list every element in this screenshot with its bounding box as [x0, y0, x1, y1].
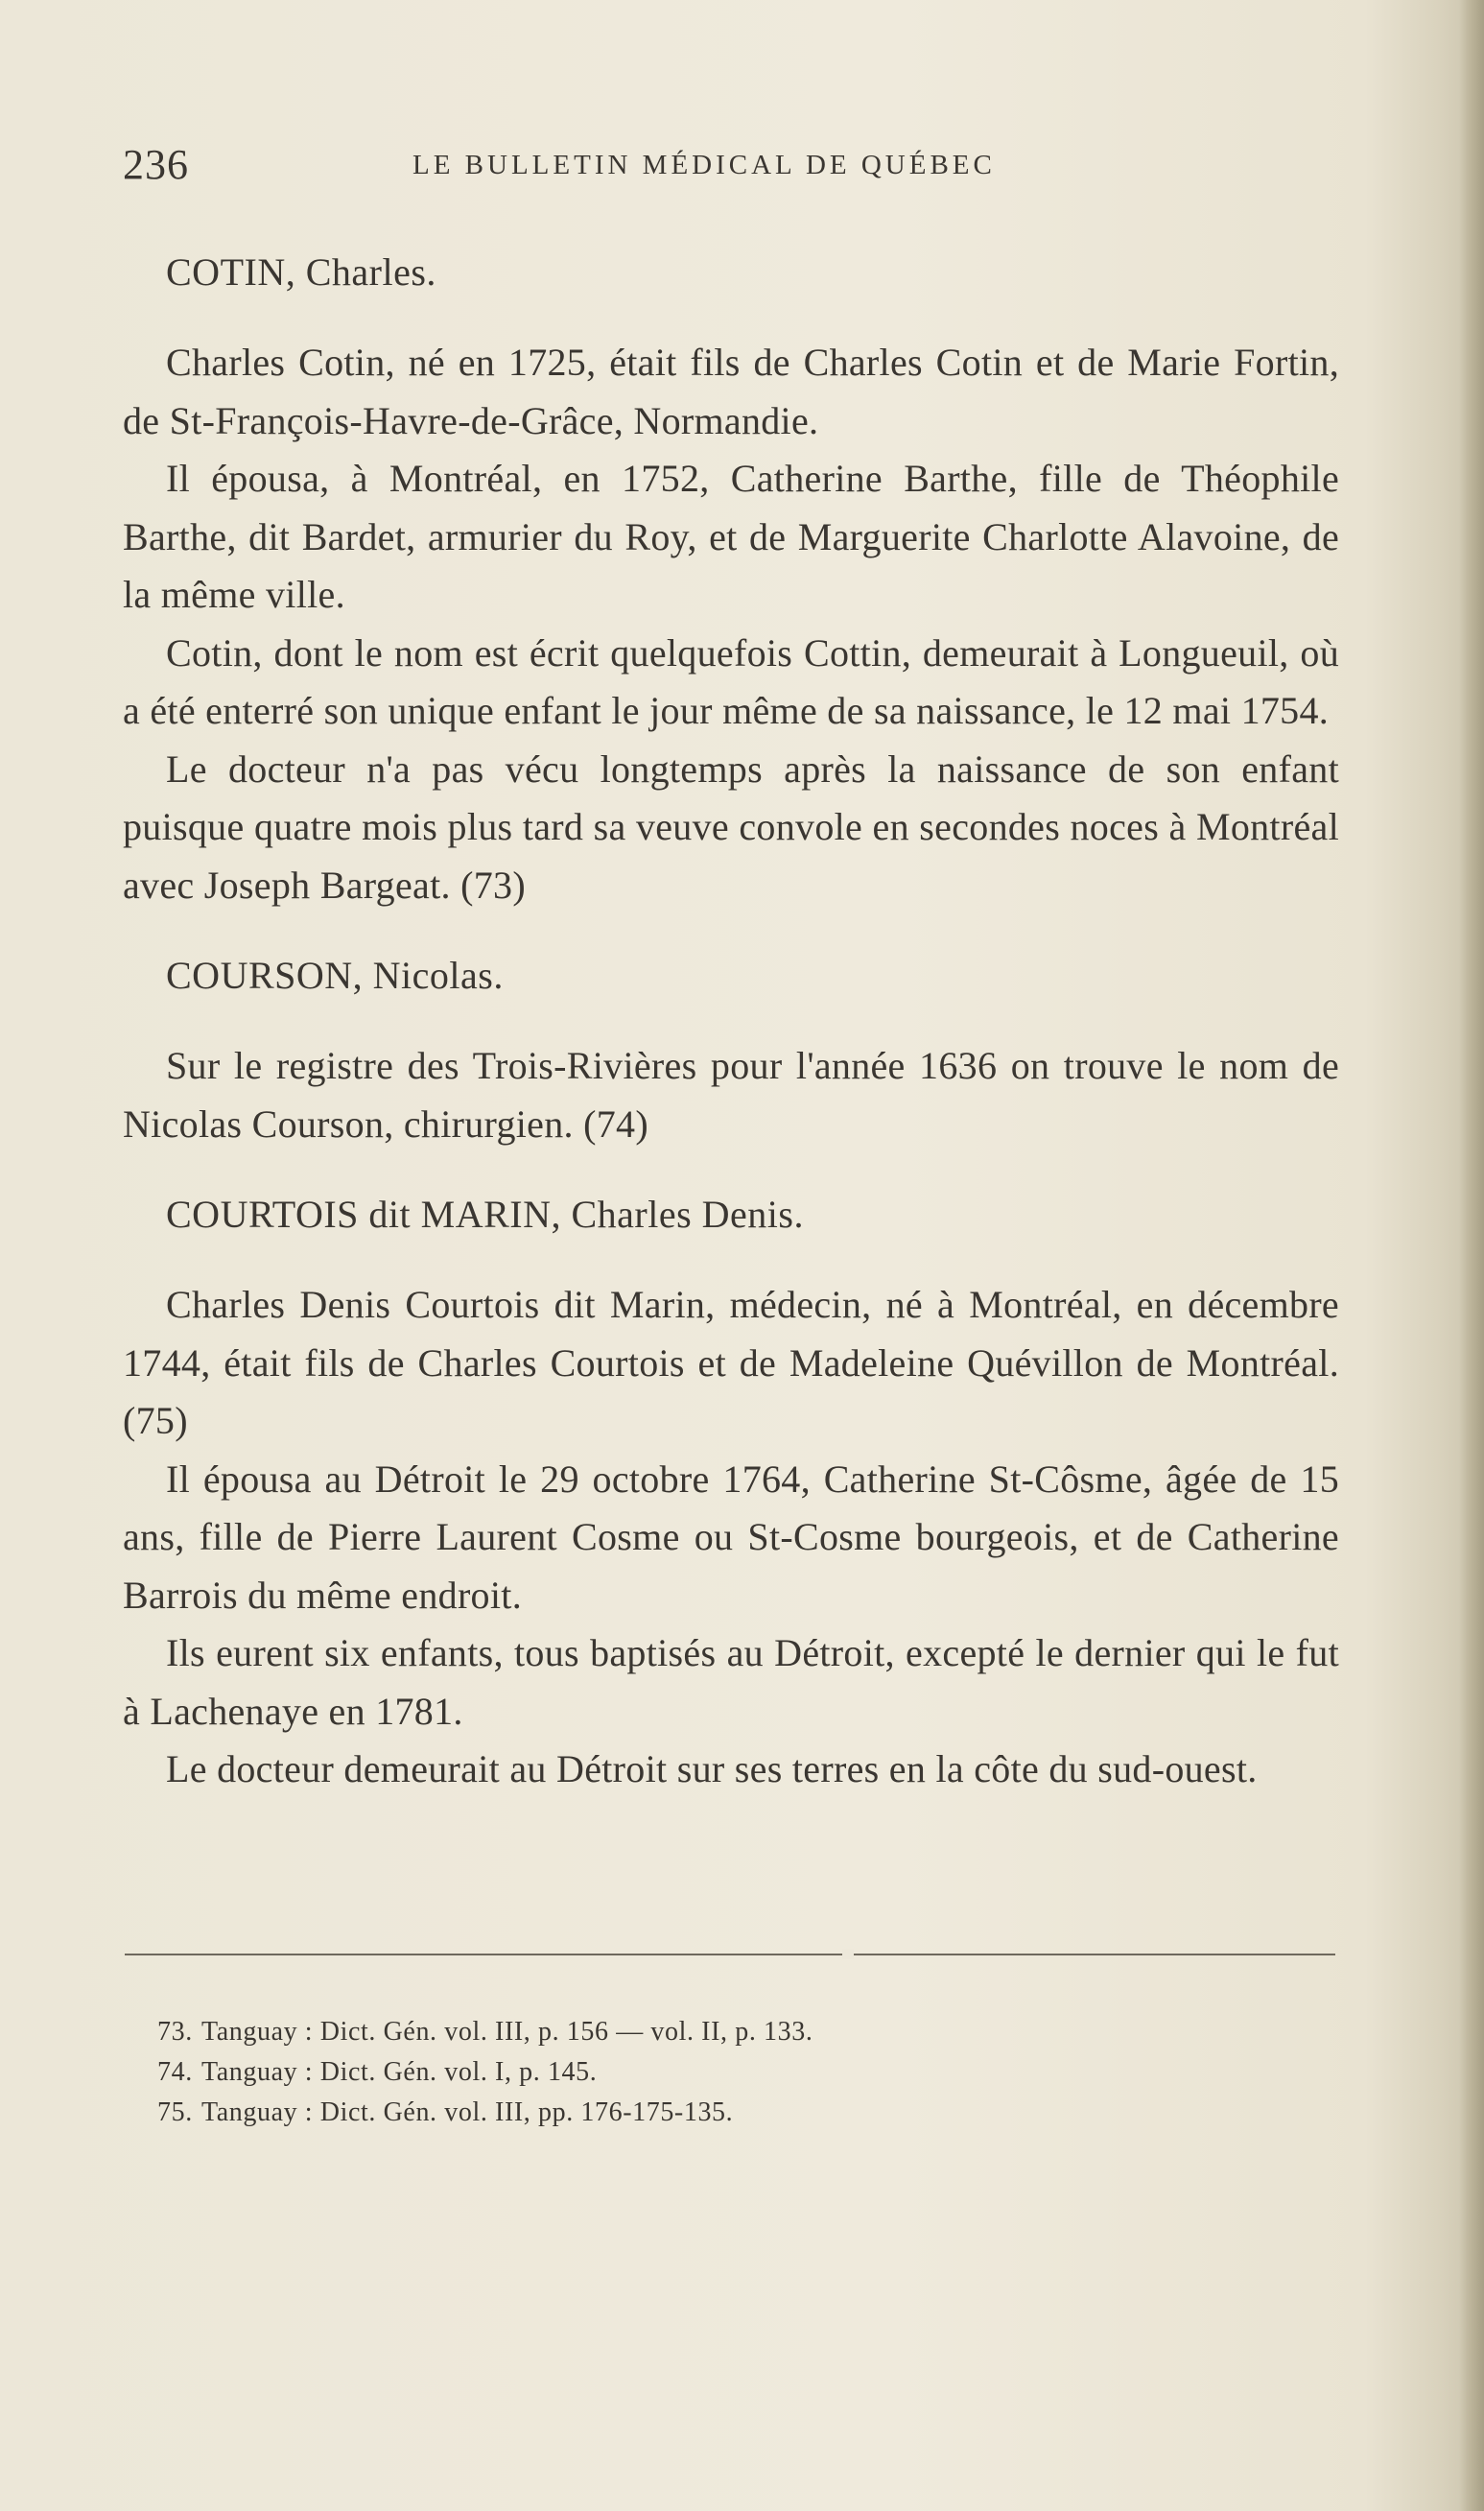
- divider-break: [842, 1950, 854, 1959]
- footnote-text: Tanguay : Dict. Gén. vol. III, p. 156 — vol. II, p. 133.: [201, 2017, 813, 2047]
- paragraph: Cotin, dont le nom est écrit quelquefois Cottin, demeurait à Longueuil, où a été enterré son unique enfant le jour même de sa naissance, le 12 mai 1754.: [123, 630, 1339, 732]
- footnote-text: Tanguay : Dict. Gén. vol. III, pp. 176-175-135.: [201, 2097, 734, 2127]
- paragraph: Sur le registre des Trois-Rivières pour l'année 1636 on trouve le nom de Nicolas Courson, chirurgien. (74): [123, 1044, 1339, 1146]
- footnote-number: 74.: [157, 2057, 193, 2087]
- page-number: 236: [123, 141, 189, 188]
- paragraph: Il épousa au Détroit le 29 octobre 1764, Catherine St-Côsme, âgée de 15 ans, fille de Pierre Laurent Cosme ou St-Cosme bourgeois, et de Catherine Barrois du même endroit.: [123, 1457, 1339, 1617]
- running-title: LE BULLETIN MÉDICAL DE QUÉBEC: [412, 150, 996, 180]
- footnote-divider: [125, 1954, 1335, 1955]
- paragraph: Ils eurent six enfants, tous baptisés au Détroit, excepté le dernier qui le fut à Lachenaye en 1781.: [123, 1631, 1339, 1733]
- footnote: [157, 2093, 1213, 2133]
- paragraph: Charles Denis Courtois dit Marin, médecin, né à Montréal, en décembre 1744, était fils de Charles Courtois et de Madeleine Quévillon de Montréal. (75): [123, 1283, 1339, 1442]
- main-text: [123, 244, 1339, 1832]
- book-spine-shadow: [1459, 0, 1484, 2511]
- entry-heading: COTIN, Charles.: [166, 250, 436, 294]
- entry-courson: [123, 947, 1339, 1153]
- entry-cotin: [123, 244, 1339, 914]
- entry-heading: COURTOIS dit MARIN, Charles Denis.: [166, 1193, 804, 1236]
- paragraph: Charles Cotin, né en 1725, était fils de Charles Cotin et de Marie Fortin, de St-François-Havre-de-Grâce, Normandie.: [123, 341, 1339, 442]
- entry-heading: COURSON, Nicolas.: [166, 954, 504, 997]
- entry-courtois: [123, 1186, 1339, 1799]
- footnote-number: 75.: [157, 2097, 193, 2127]
- footnote-number: 73.: [157, 2017, 193, 2047]
- footnote: [157, 2052, 1213, 2093]
- page-header: [123, 140, 1341, 198]
- paragraph: Il épousa, à Montréal, en 1752, Catherine Barthe, fille de Théophile Barthe, dit Bardet, armurier du Roy, et de Marguerite Charlotte Alavoine, de la même ville.: [123, 457, 1339, 616]
- paragraph: Le docteur demeurait au Détroit sur ses terres en la côte du sud-ouest.: [166, 1747, 1258, 1790]
- paragraph: Le docteur n'a pas vécu longtemps après la naissance de son enfant puisque quatre mois plus tard sa veuve convole en secondes noces à Montréal avec Joseph Bargeat. (73): [123, 746, 1339, 907]
- footnotes: [157, 2012, 1213, 2133]
- footnote-text: Tanguay : Dict. Gén. vol. I, p. 145.: [201, 2057, 598, 2087]
- footnote: [157, 2012, 1213, 2052]
